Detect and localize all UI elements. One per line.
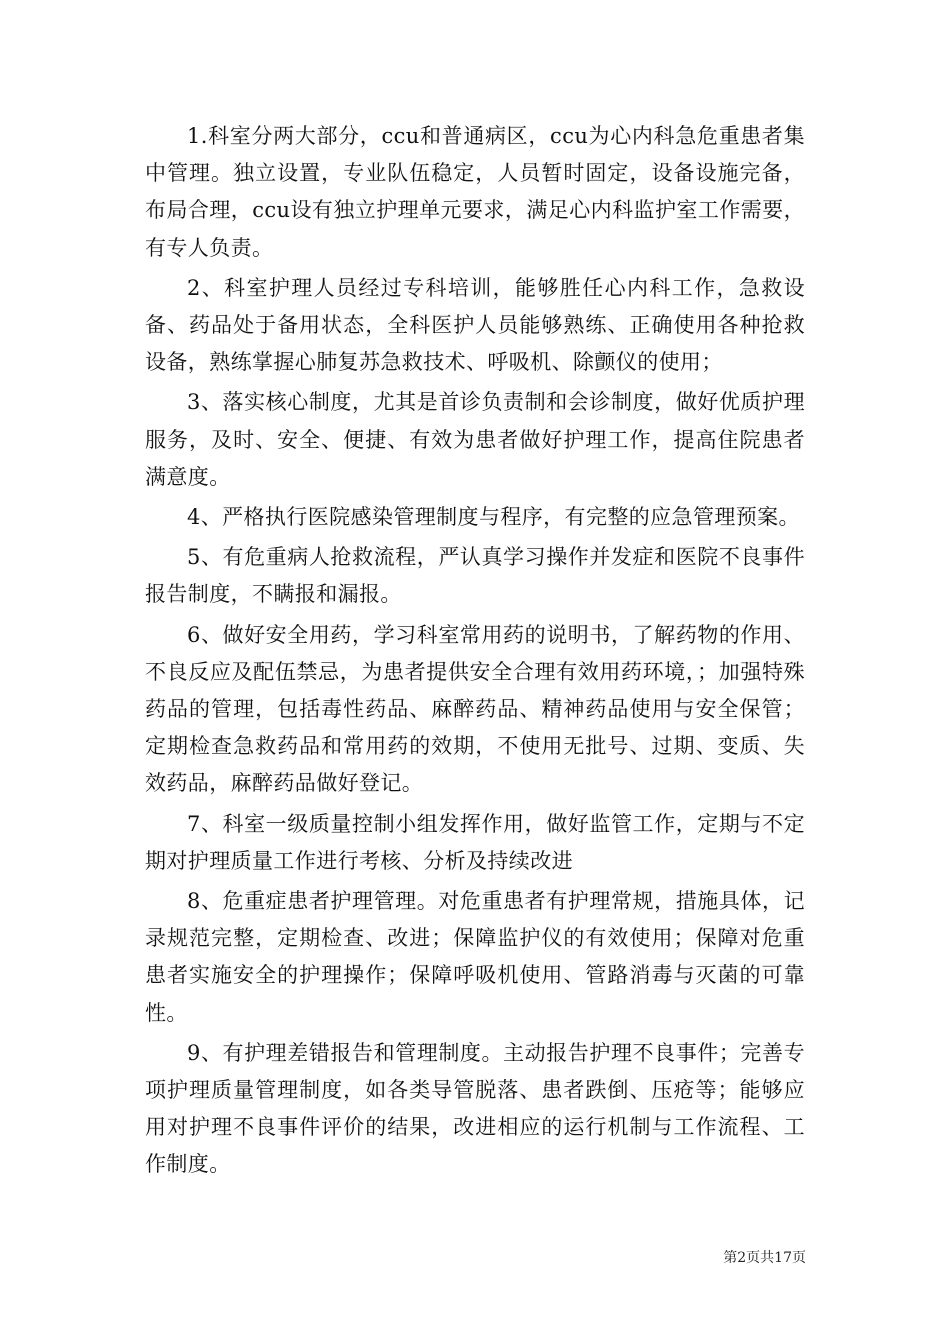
paragraph-5: 5、有危重病人抢救流程，严认真学习操作并发症和医院不良事件报告制度，不瞒报和漏报。 xyxy=(145,545,805,607)
paragraph-9: 9、有护理差错报告和管理制度。主动报告护理不良事件；完善专项护理质量管理制度，如各类导管脱落、患者跌倒、压疮等；能够应用对护理不良事件评价的结果，改进相应的运行机制与工作流程、工作制度。 xyxy=(145,1040,805,1177)
paragraph-8: 8、危重症患者护理管理。对危重患者有护理常规，措施具体，记录规范完整，定期检查、改进；保障监护仪的有效使用；保障对危重患者实施安全的护理操作；保障呼吸机使用、管路消毒与灭菌的可靠性。 xyxy=(145,889,805,1025)
page-number: 第2页共17页 xyxy=(723,1250,806,1266)
paragraph-3: 3、落实核心制度，尤其是首诊负责制和会诊制度，做好优质护理服务，及时、安全、便捷、有效为患者做好护理工作，提高住院患者满意度。 xyxy=(145,390,805,489)
paragraph-1: 1.科室分两大部分，ccu和普通病区，ccu为心内科急危重患者集中管理。独立设置，专业队伍稳定，人员暂时固定，设备设施完备，布局合理，ccu设有独立护理单元要求，满足心内科监护室工作需要，有专人负责。 xyxy=(145,124,805,260)
paragraph-4: 4、严格执行医院感染管理制度与程序，有完整的应急管理预案。 xyxy=(187,505,800,530)
paragraph-6: 6、做好安全用药，学习科室常用药的说明书，了解药物的作用、不良反应及配伍禁忌，为患者提供安全合理有效用药环境，；加强特殊药品的管理，包括毒性药品、麻醉药品、精神药品使用与安全保管；定期检查急救药品和常用药的效期，不使用无批号、过期、变质、失效药品，麻醉药品做好登记。 xyxy=(145,622,805,796)
paragraph-2: 2、科室护理人员经过专科培训，能够胜任心内科工作，急救设备、药品处于备用状态，全科医护人员能够熟练、正确使用各种抢救设备，熟练掌握心肺复苏急救技术、呼吸机、除颤仪的使用； xyxy=(145,275,805,375)
document-body xyxy=(145,118,805,1187)
paragraph-7: 7、科室一级质量控制小组发挥作用，做好监管工作，定期与不定期对护理质量工作进行考核、分析及持续改进 xyxy=(145,811,805,873)
